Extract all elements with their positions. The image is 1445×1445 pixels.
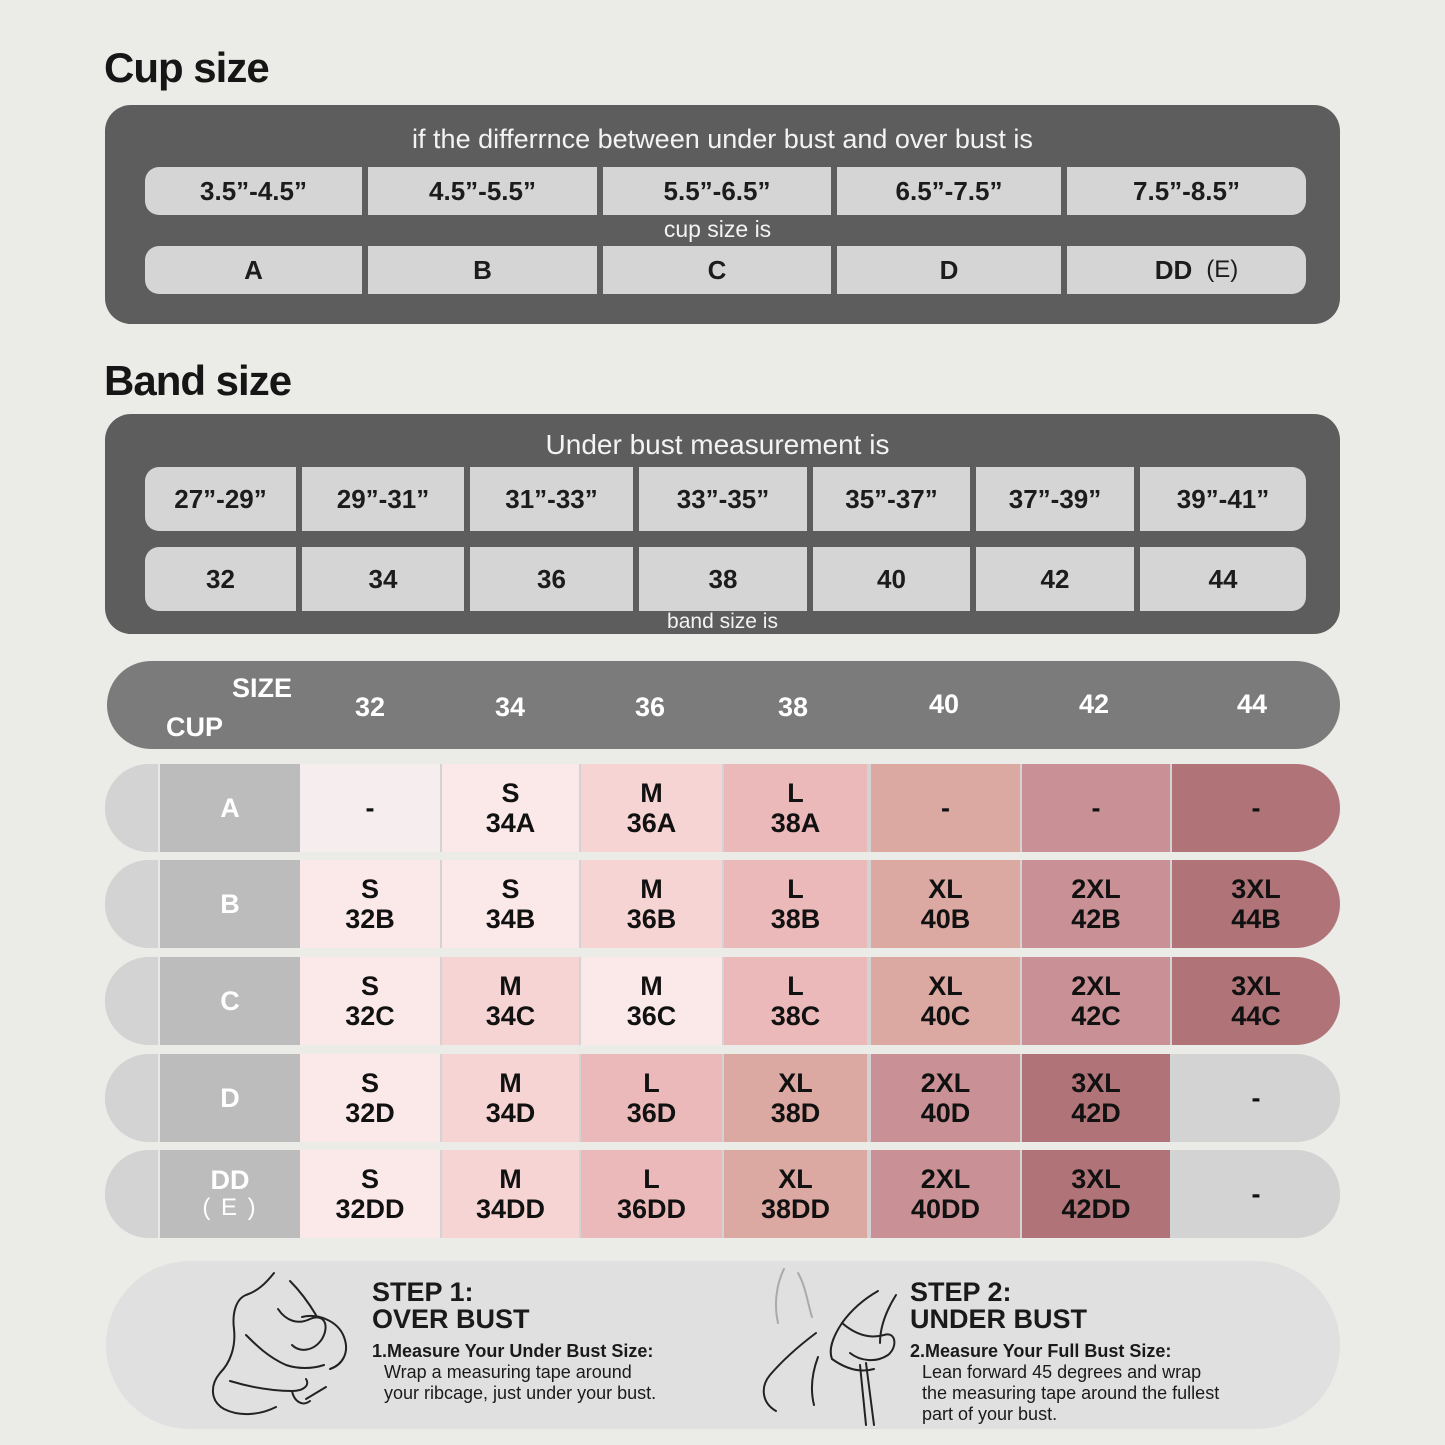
band-caption-bottom: band size is [667,610,778,633]
size-cell-code: 40D [920,1098,971,1128]
band-range-cell: 29”-31” [302,467,464,531]
size-cell-size: S [501,778,520,808]
size-cell [724,860,867,948]
size-cell-code: 38C [770,1001,821,1031]
cup-letter-dd: DD [1154,254,1193,285]
cup-letter-suffix: (E) [1206,256,1239,283]
row-left-cap [105,1054,158,1142]
cup-letter-cell: C [603,246,831,294]
cup-letter-cell: B [368,246,597,294]
size-cell-code: 38DD [760,1194,831,1224]
measurement-steps-panel [106,1261,1340,1429]
size-cell [442,1150,579,1238]
cup-letter-cell: A [145,246,362,294]
figure-measuring-under-bust-icon [206,1269,356,1429]
size-cell-code: 40C [920,1001,971,1031]
size-cell-size: - [1251,1179,1261,1209]
cup-letter-cell: D [837,246,1061,294]
size-cell-size: - [1251,1083,1261,1113]
size-cell-code: 38A [770,808,821,838]
cup-caption-top: if the differrnce between under bust and over bust is [412,124,1033,154]
size-cell [871,1150,1020,1238]
size-cell-size: L [787,874,804,904]
row-left-cap [105,957,158,1045]
size-cell [581,1150,722,1238]
row-cup-letter: B [220,888,240,919]
band-range-cell: 33”-35” [639,467,807,531]
size-cell-size: L [643,1164,660,1194]
size-cell-size: S [501,874,520,904]
band-number-cell: 36 [470,547,633,611]
size-cell-code: 44B [1231,904,1281,934]
size-cell [300,1150,440,1238]
band-number-cell: 40 [813,547,970,611]
size-cell [442,1054,579,1142]
cup-size-title: Cup size [104,44,269,91]
size-cell [300,957,440,1045]
size-cell-code: 32B [345,904,395,934]
size-cell-code: 38D [770,1098,821,1128]
size-cell-code: 32D [345,1098,395,1128]
step-2-measure: 2.Measure Your Full Bust Size: [910,1341,1172,1361]
size-cell-size: L [787,778,804,808]
band-number-cell: 34 [302,547,464,611]
size-cell-code: 36C [626,1001,677,1031]
header-cup-label: CUP [166,712,224,742]
size-cell-size: 2XL [920,1164,971,1194]
size-row-dd [105,1150,1340,1238]
size-cell-size: 2XL [1071,971,1121,1001]
size-cell-code: 38B [770,904,821,934]
size-cell-code: 34D [485,1098,536,1128]
size-cell-size: S [360,971,379,1001]
step-2-desc-line: the measuring tape around the fullest [922,1383,1220,1403]
size-cell-size: - [941,793,950,823]
size-cell-size: M [640,874,663,904]
size-cell-code: 36A [626,808,677,838]
step-1-title1: STEP 1: [372,1277,474,1307]
size-cell [1022,1150,1170,1238]
size-chart-header [107,661,1340,749]
size-cell-size: M [499,1068,522,1098]
header-size-label: SIZE [232,673,293,703]
size-cell-size: S [360,874,379,904]
header-column-34: 34 [495,692,526,722]
size-cell-size: M [499,971,522,1001]
size-cell-code: 42C [1071,1001,1121,1031]
size-cell-code: 34DD [475,1194,546,1224]
cup-range-cell: 7.5”-8.5” [1067,167,1306,215]
row-left-cap [105,764,158,852]
row-cup-letter: DD [210,1165,250,1195]
row-left-cap [105,860,158,948]
band-range-cell: 31”-33” [470,467,633,531]
size-cell-size: 2XL [920,1068,971,1098]
size-cell-code: 36B [626,904,677,934]
size-cell-size: 3XL [1071,1068,1121,1098]
header-column-40: 40 [929,689,960,719]
size-cell [1172,1150,1340,1238]
header-column-38: 38 [778,692,809,722]
size-cell [724,764,867,852]
size-cell-size: M [499,1164,522,1194]
header-column-42: 42 [1079,689,1110,719]
step-2-desc-line: Lean forward 45 degrees and wrap [922,1362,1202,1382]
size-cell [1022,764,1170,852]
figure-leaning-forward-icon [756,1265,906,1429]
band-range-cell: 37”-39” [976,467,1134,531]
size-cell-code: 34C [485,1001,536,1031]
size-cell-code: 32C [345,1001,395,1031]
size-cell [724,1054,867,1142]
header-column-44: 44 [1237,689,1268,719]
size-cell-code: 34B [485,904,536,934]
band-size-title: Band size [104,357,292,404]
row-cup-letter: C [220,985,240,1016]
row-cup-letter: A [220,792,240,823]
step-2-title2: UNDER BUST [910,1304,1088,1334]
step-1 [372,1279,656,1404]
size-cell [1172,764,1340,852]
step-1-title2: OVER BUST [372,1304,530,1334]
size-cell [1172,860,1340,948]
size-cell-size: L [643,1068,660,1098]
row-cup-label [160,1150,300,1238]
band-number-cell: 42 [976,547,1134,611]
size-cell-code: 40DD [910,1194,981,1224]
size-cell-code: 42B [1071,904,1121,934]
size-cell [871,764,1020,852]
size-cell [442,860,579,948]
size-cell-size: M [640,971,663,1001]
size-cell-code: 32DD [335,1194,405,1224]
size-cell-size: XL [928,874,963,904]
size-cell-code: 36D [626,1098,677,1128]
cup-letter-cell [1067,246,1306,294]
row-cup-label [160,860,300,948]
step-2-title1: STEP 2: [910,1277,1012,1307]
cup-size-panel [105,105,1340,324]
cup-range-cell: 6.5”-7.5” [837,167,1061,215]
size-cell [581,1054,722,1142]
size-cell-size: - [1251,793,1261,823]
size-cell [1022,860,1170,948]
size-cell-size: S [360,1068,379,1098]
header-column-32: 32 [355,692,386,722]
size-row-b [105,860,1340,948]
step-1-desc-line: Wrap a measuring tape around [384,1362,632,1382]
size-cell [442,957,579,1045]
cup-range-row [145,167,1306,215]
size-cell-size: 3XL [1071,1164,1121,1194]
size-cell [300,764,440,852]
size-cell [871,1054,1020,1142]
cup-letter-row [145,246,1306,294]
size-cell-size: XL [928,971,963,1001]
size-cell-size: XL [778,1068,813,1098]
size-row-d [105,1054,1340,1142]
size-cell [442,764,579,852]
size-cell-code: 44C [1231,1001,1281,1031]
band-number-cell: 32 [145,547,296,611]
step-1-measure: 1.Measure Your Under Bust Size: [372,1341,654,1361]
size-cell [1022,957,1170,1045]
size-cell-size: S [360,1164,379,1194]
row-cup-label [160,764,300,852]
band-number-cell: 38 [639,547,807,611]
header-column-36: 36 [635,692,666,722]
size-cell [871,957,1020,1045]
band-number-row [145,547,1306,611]
size-cell [581,860,722,948]
band-caption-top: Under bust measurement is [545,429,890,460]
step-1-desc-line: your ribcage, just under your bust. [384,1383,657,1403]
step-2-desc-line: part of your bust. [922,1404,1058,1424]
size-cell [724,1150,867,1238]
size-cell [1172,1054,1340,1142]
size-cell-code: 34A [485,808,536,838]
row-cup-label [160,1054,300,1142]
band-range-row [145,467,1306,531]
size-cell [1022,1054,1170,1142]
band-range-cell: 27”-29” [145,467,296,531]
row-cup-letter: D [220,1082,240,1113]
size-cell-code: 42DD [1061,1194,1131,1224]
size-cell-size: M [640,778,663,808]
row-left-cap [105,1150,158,1238]
size-cell-code: 42D [1071,1098,1121,1128]
cup-range-cell: 5.5”-6.5” [603,167,831,215]
size-cell [581,764,722,852]
band-number-cell: 44 [1140,547,1306,611]
size-cell-size: XL [778,1164,813,1194]
cup-range-cell: 3.5”-4.5” [145,167,362,215]
band-size-panel [105,414,1340,634]
size-cell-size: - [1091,793,1101,823]
size-cell [724,957,867,1045]
size-row-c [105,957,1340,1045]
size-row-a [105,764,1340,852]
size-cell [300,1054,440,1142]
size-cell [1172,957,1340,1045]
size-cell [871,860,1020,948]
cup-range-cell: 4.5”-5.5” [368,167,597,215]
row-cup-sub: ( E ) [202,1194,258,1221]
size-cell-size: L [787,971,804,1001]
size-cell-size: - [365,793,375,823]
size-cell [581,957,722,1045]
size-cell-code: 36DD [616,1194,687,1224]
step-2 [910,1279,1219,1425]
size-cell [300,860,440,948]
size-cell-size: 3XL [1231,971,1281,1001]
size-cell-size: 2XL [1071,874,1121,904]
row-cup-label [160,957,300,1045]
size-cell-size: 3XL [1231,874,1281,904]
cup-caption-mid: cup size is [663,216,772,242]
band-range-cell: 39”-41” [1140,467,1306,531]
band-range-cell: 35”-37” [813,467,970,531]
size-cell-code: 40B [920,904,971,934]
